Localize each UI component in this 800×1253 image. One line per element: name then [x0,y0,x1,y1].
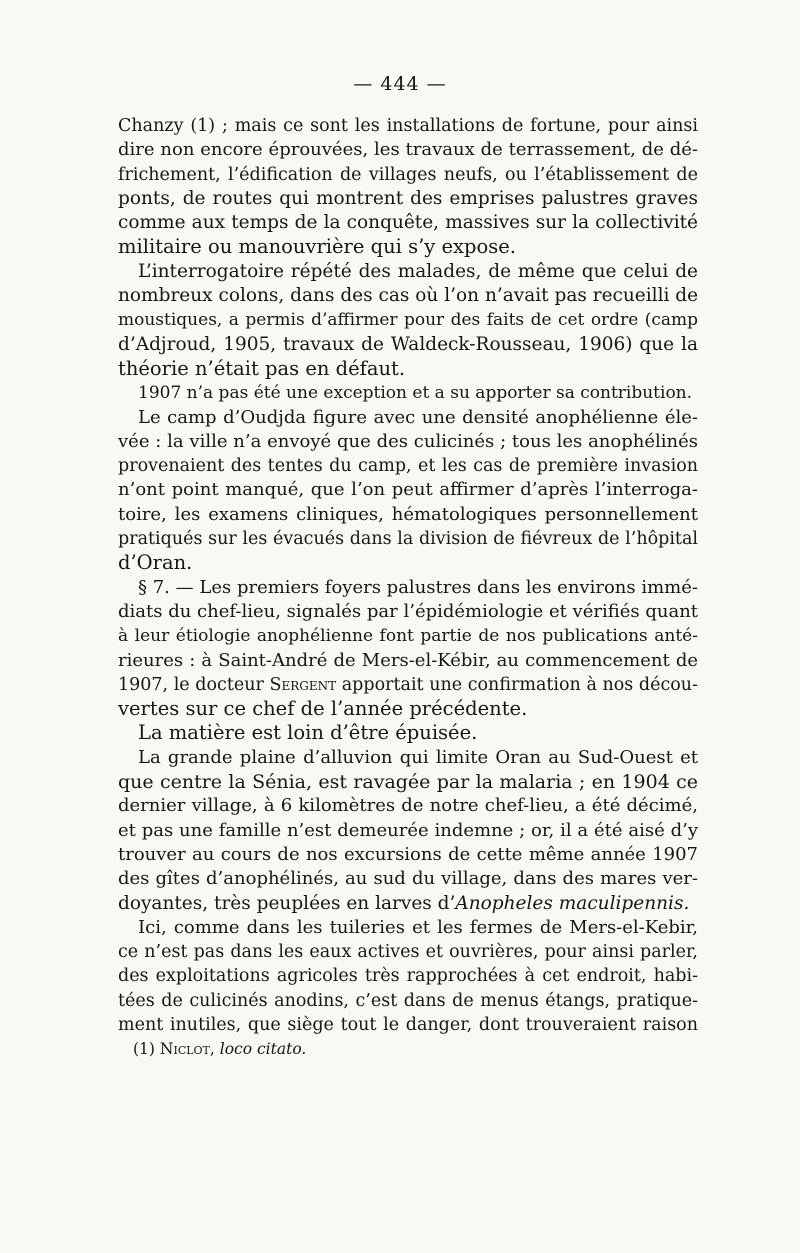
text-line [118,673,698,697]
text-segment: apportait une confirmation à nos décou- [341,674,698,695]
text-line: La matière est loin d’être épuisée. [138,721,478,745]
text-line: à leur étiologie anophélienne font partie de nos publications anté- [118,626,698,647]
text-segment: doyantes, très peuplées en larves d’ [118,892,456,914]
text-line: dernier village, à 6 kilomètres de notre chef-lieu, a été décimé, [118,795,698,817]
text-line: des gîtes d’anophélinés, au sud du village, dans des mares ver- [118,868,698,890]
text-line: d’Adjroud, 1905, travaux de Waldeck-Rousseau, 1906) que la [118,333,698,355]
author-name: Sergent [269,674,337,695]
text-line: L’interrogatoire répété des malades, de même que celui de [138,260,698,282]
text-segment: 1907, le docteur [118,674,264,695]
body-text [118,114,698,1037]
text-line: vée : la ville n’a envoyé que des culicinés ; tous les anophélinés [118,430,698,452]
text-line: trouver au cours de nos excursions de cette même année 1907 [118,843,698,865]
text-line: des exploitations agricoles très rapprochées à cet endroit, habi- [118,966,698,987]
text-line: frichement, l’édification de villages neufs, ou l’établissement de [118,164,698,185]
text-line: moustiques, a permis d’affirmer pour des faits de cet ordre (camp [118,310,698,331]
text-line: § 7. — Les premiers foyers palustres dans les environs immé- [138,576,698,598]
text-line: nombreux colons, dans des cas où l’on n’avait pas recueilli de [118,285,699,307]
text-line: diats du chef-lieu, signalés par l’épidémiologie et vérifiés quant [118,600,699,622]
text-line: militaire ou manouvrière qui s’y expose. [118,235,517,259]
text-line: tées de culicinés anodins, c’est dans de menus étangs, pratique- [118,990,698,1011]
text-line: comme aux temps de la conquête, massives sur la collectivité [118,212,698,234]
text-line: rieures : à Saint-André de Mers-el-Kébir, au commencement de [118,649,698,671]
text-line: 1907 n’a pas été une exception et a su apporter sa contribution. [138,383,693,404]
text-line [118,892,698,916]
text-line: théorie n’était pas en défaut. [118,356,406,380]
text-line: et pas une famille n’est demeurée indemne ; or, il a été aisé d’y [118,819,698,841]
text-line: Chanzy (1) ; mais ce sont les installations de fortune, pour ainsi [118,116,698,136]
footnote-author: Niclot, [159,1040,215,1058]
text-line: ment inutiles, que siège tout le danger, dont trouveraient raison [118,1014,698,1035]
text-line: Ici, comme dans les tuileries et les fermes de Mers-el-Kebir, [138,916,698,938]
text-line: toire, les examens cliniques, hématologiques personnellement [118,503,698,525]
text-line: pratiqués sur les évacués dans la division de fiévreux de l’hôpital [118,529,698,550]
text-line: Le camp d’Oudjda figure avec une densité anophélienne éle- [138,406,698,428]
page-number: — 444 — [353,73,447,95]
text-line: ce n’est pas dans les eaux actives et ouvrières, pour ainsi parler, [118,942,698,963]
text-line: ponts, de routes qui montrent des emprises palustres graves [118,187,698,209]
species-name: Anopheles maculipennis. [455,892,690,914]
footnote-marker: (1) [133,1040,155,1058]
text-line: provenaient des tentes du camp, et les cas de première invasion [118,456,698,477]
footnote-reference: loco citato. [219,1040,307,1058]
text-line: que centre la Sénia, est ravagée par la malaria ; en 1904 ce [118,771,698,794]
text-line: dire non encore éprouvées, les travaux de terrassement, de dé- [118,139,698,161]
text-line: La grande plaine d’alluvion qui limite Oran au Sud-Ouest et [138,746,698,768]
text-line: d’Oran. [118,551,193,575]
footnote [133,1040,306,1058]
text-line: n’ont point manqué, que l’on peut affirmer d’après l’interroga- [118,479,698,501]
text-line: vertes sur ce chef de l’année précédente. [118,697,528,721]
